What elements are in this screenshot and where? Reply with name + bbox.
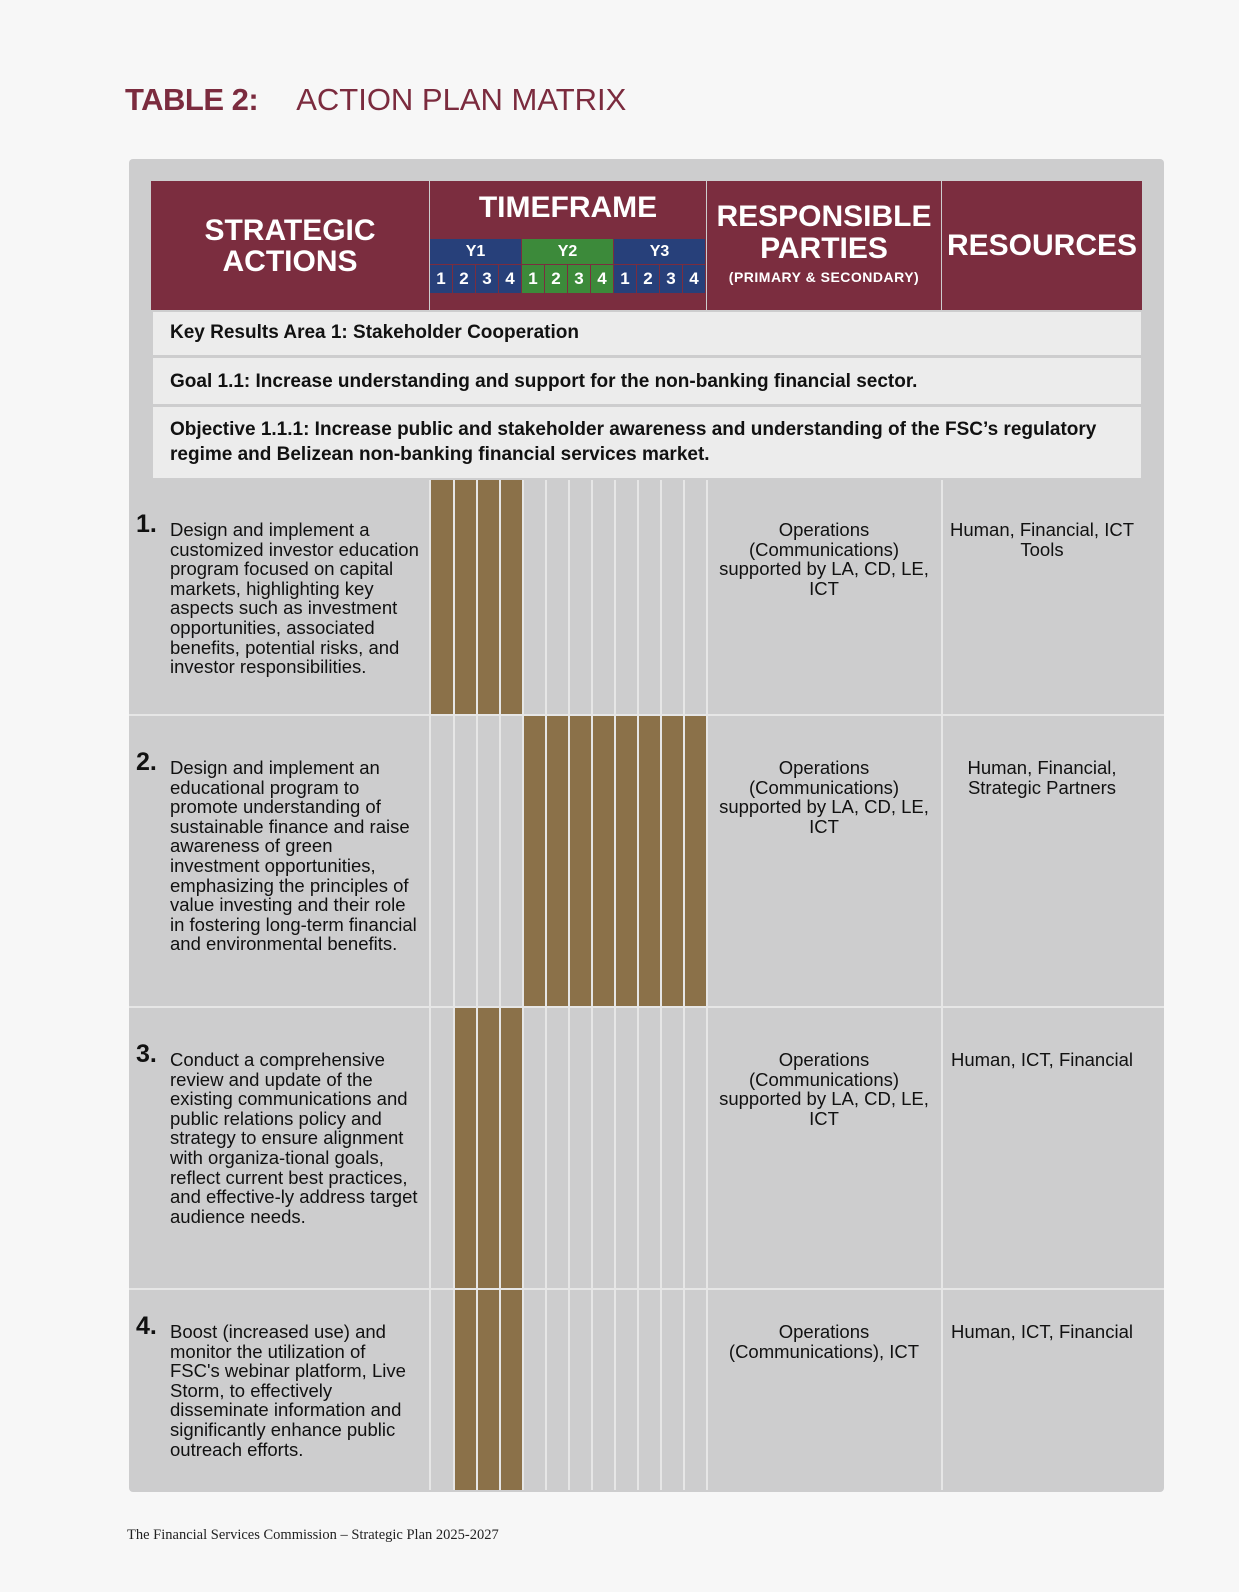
header-timeframe bbox=[430, 181, 706, 310]
timeframe-cell-active bbox=[500, 1290, 523, 1490]
timeframe-cell-active bbox=[523, 716, 546, 1006]
responsible-parties: Operations (Communications), ICT bbox=[728, 1321, 920, 1362]
column-divider bbox=[660, 480, 662, 1490]
quarter-label: 3 bbox=[568, 265, 590, 293]
timeframe-cell bbox=[431, 1290, 454, 1490]
quarter-label: 2 bbox=[637, 265, 659, 293]
header-responsible-parties bbox=[707, 181, 941, 310]
timeframe-cell bbox=[661, 1008, 684, 1288]
timeframe-cell bbox=[523, 1290, 546, 1490]
timeframe-cell-active bbox=[454, 1290, 477, 1490]
header-responsible-label: RESPONSIBLE PARTIES bbox=[716, 200, 932, 265]
timeframe-cell-active bbox=[500, 1008, 523, 1288]
timeframe-cell bbox=[454, 716, 477, 1006]
year-label-3: Y3 bbox=[614, 239, 705, 264]
header-resources bbox=[942, 181, 1142, 310]
timeframe-cell bbox=[638, 1008, 661, 1288]
header-strategic-actions-label: STRATEGIC ACTIONS bbox=[204, 213, 376, 278]
column-divider bbox=[941, 480, 943, 1490]
timeframe-cell-active bbox=[638, 716, 661, 1006]
quarter-label: 1 bbox=[430, 265, 452, 293]
column-divider bbox=[591, 480, 593, 1490]
timeframe-cell bbox=[546, 1008, 569, 1288]
timeframe-cell bbox=[569, 480, 592, 714]
resources: Human, ICT, Financial bbox=[951, 1049, 1133, 1070]
timeframe-cell-active bbox=[500, 480, 523, 714]
page-title bbox=[125, 82, 626, 118]
timeframe-cell bbox=[546, 1290, 569, 1490]
action-text: Boost (increased use) and monitor the utilization of FSC's webinar platform, Live Storm, to effectively disseminate information and significantly enhance public outreach efforts. bbox=[170, 1321, 406, 1460]
responsible-parties: Operations (Communications) supported by LA, CD, LE, ICT bbox=[719, 519, 929, 599]
action-number: 3. bbox=[136, 1040, 157, 1068]
key-results-area-text: Key Results Area 1: Stakeholder Cooperation bbox=[170, 322, 579, 343]
column-divider bbox=[522, 480, 524, 1490]
timeframe-cell bbox=[638, 480, 661, 714]
column-divider bbox=[476, 480, 478, 1490]
quarter-label: 4 bbox=[591, 265, 613, 293]
header-strategic-actions bbox=[151, 181, 429, 310]
timeframe-cell-active bbox=[661, 716, 684, 1006]
quarter-label: 3 bbox=[660, 265, 682, 293]
timeframe-cell bbox=[569, 1290, 592, 1490]
timeframe-cell-active bbox=[592, 716, 615, 1006]
timeframe-cell-active bbox=[477, 1290, 500, 1490]
column-divider bbox=[637, 480, 639, 1490]
column-divider bbox=[683, 480, 685, 1490]
timeframe-cell bbox=[615, 1290, 638, 1490]
timeframe-cell bbox=[592, 1008, 615, 1288]
column-divider bbox=[499, 480, 501, 1490]
goal-text: Goal 1.1: Increase understanding and support for the non-banking financial sector. bbox=[170, 371, 918, 392]
column-divider bbox=[545, 480, 547, 1490]
quarter-label: 1 bbox=[614, 265, 636, 293]
resources: Human, Financial, ICT Tools bbox=[949, 519, 1135, 560]
timeframe-cell-active bbox=[546, 716, 569, 1006]
action-text: Design and implement a customized investor education program focused on capital markets, highlighting key aspects such as investment opportunities, associated benefits, potential risks, and investor responsibilities. bbox=[170, 519, 419, 678]
timeframe-cell bbox=[500, 716, 523, 1006]
timeframe-cell-active bbox=[454, 480, 477, 714]
timeframe-cell bbox=[684, 1290, 707, 1490]
action-text: Design and implement an educational program to promote understanding of sustainable finance and raise awareness of green investment opportunities, emphasizing the principles of value investing and their role in fostering long-term financial and environmental benefits. bbox=[170, 757, 417, 955]
column-divider bbox=[429, 480, 431, 1490]
goal-banner bbox=[153, 358, 1141, 404]
timeframe-cell-active bbox=[477, 480, 500, 714]
timeframe-cell bbox=[638, 1290, 661, 1490]
key-results-area bbox=[153, 312, 1141, 355]
column-divider bbox=[614, 480, 616, 1490]
quarter-label: 4 bbox=[499, 265, 521, 293]
objective-banner bbox=[153, 407, 1141, 478]
table-name: ACTION PLAN MATRIX bbox=[296, 82, 627, 117]
timeframe-cell bbox=[569, 1008, 592, 1288]
timeframe-cell-active bbox=[569, 716, 592, 1006]
timeframe-cell bbox=[523, 1008, 546, 1288]
timeframe-cell bbox=[431, 1008, 454, 1288]
year-label-2: Y2 bbox=[522, 239, 613, 264]
timeframe-cell bbox=[615, 480, 638, 714]
quarter-label: 1 bbox=[522, 265, 544, 293]
timeframe-cell-active bbox=[684, 716, 707, 1006]
action-number: 4. bbox=[136, 1312, 157, 1340]
timeframe-cell bbox=[546, 480, 569, 714]
quarter-label: 2 bbox=[545, 265, 567, 293]
action-text: Conduct a comprehensive review and update of the existing communications and public relations policy and strategy to ensure alignment with organiza-tional goals, reflect current best practices, and effective-ly address target audience needs. bbox=[170, 1049, 418, 1227]
quarter-label: 4 bbox=[683, 265, 705, 293]
header-responsible-sub: (PRIMARY & SECONDARY) bbox=[728, 269, 920, 285]
resources: Human, Financial, Strategic Partners bbox=[967, 757, 1117, 798]
header-resources-label: RESOURCES bbox=[946, 228, 1138, 262]
action-number: 1. bbox=[136, 510, 157, 538]
column-divider bbox=[706, 480, 708, 1490]
timeframe-cell bbox=[684, 1008, 707, 1288]
responsible-parties: Operations (Communications) supported by LA, CD, LE, ICT bbox=[719, 1049, 929, 1129]
year-label-1: Y1 bbox=[430, 239, 521, 264]
page-footer: The Financial Services Commission – Strategic Plan 2025-2027 bbox=[127, 1527, 499, 1543]
objective-text: Objective 1.1.1: Increase public and stakeholder awareness and understanding of the FSC’s regulatory regime and Belizean non-banking financial services market. bbox=[170, 419, 1097, 465]
timeframe-cell bbox=[592, 1290, 615, 1490]
column-divider bbox=[453, 480, 455, 1490]
timeframe-cell bbox=[615, 1008, 638, 1288]
timeframe-cell bbox=[477, 716, 500, 1006]
timeframe-cell bbox=[684, 480, 707, 714]
table-number: TABLE 2: bbox=[125, 82, 259, 117]
timeframe-cell-active bbox=[477, 1008, 500, 1288]
quarter-label: 3 bbox=[476, 265, 498, 293]
action-number: 2. bbox=[136, 748, 157, 776]
timeframe-cell-active bbox=[454, 1008, 477, 1288]
resources: Human, ICT, Financial bbox=[951, 1321, 1133, 1342]
responsible-parties: Operations (Communications) supported by LA, CD, LE, ICT bbox=[719, 757, 929, 837]
timeframe-cell-active bbox=[431, 480, 454, 714]
quarter-label: 2 bbox=[453, 265, 475, 293]
timeframe-cell bbox=[592, 480, 615, 714]
timeframe-cell bbox=[661, 1290, 684, 1490]
timeframe-cell bbox=[523, 480, 546, 714]
header-timeframe-label: TIMEFRAME bbox=[478, 191, 658, 224]
column-divider bbox=[568, 480, 570, 1490]
timeframe-cell bbox=[431, 716, 454, 1006]
timeframe-cell-active bbox=[615, 716, 638, 1006]
timeframe-cell bbox=[661, 480, 684, 714]
